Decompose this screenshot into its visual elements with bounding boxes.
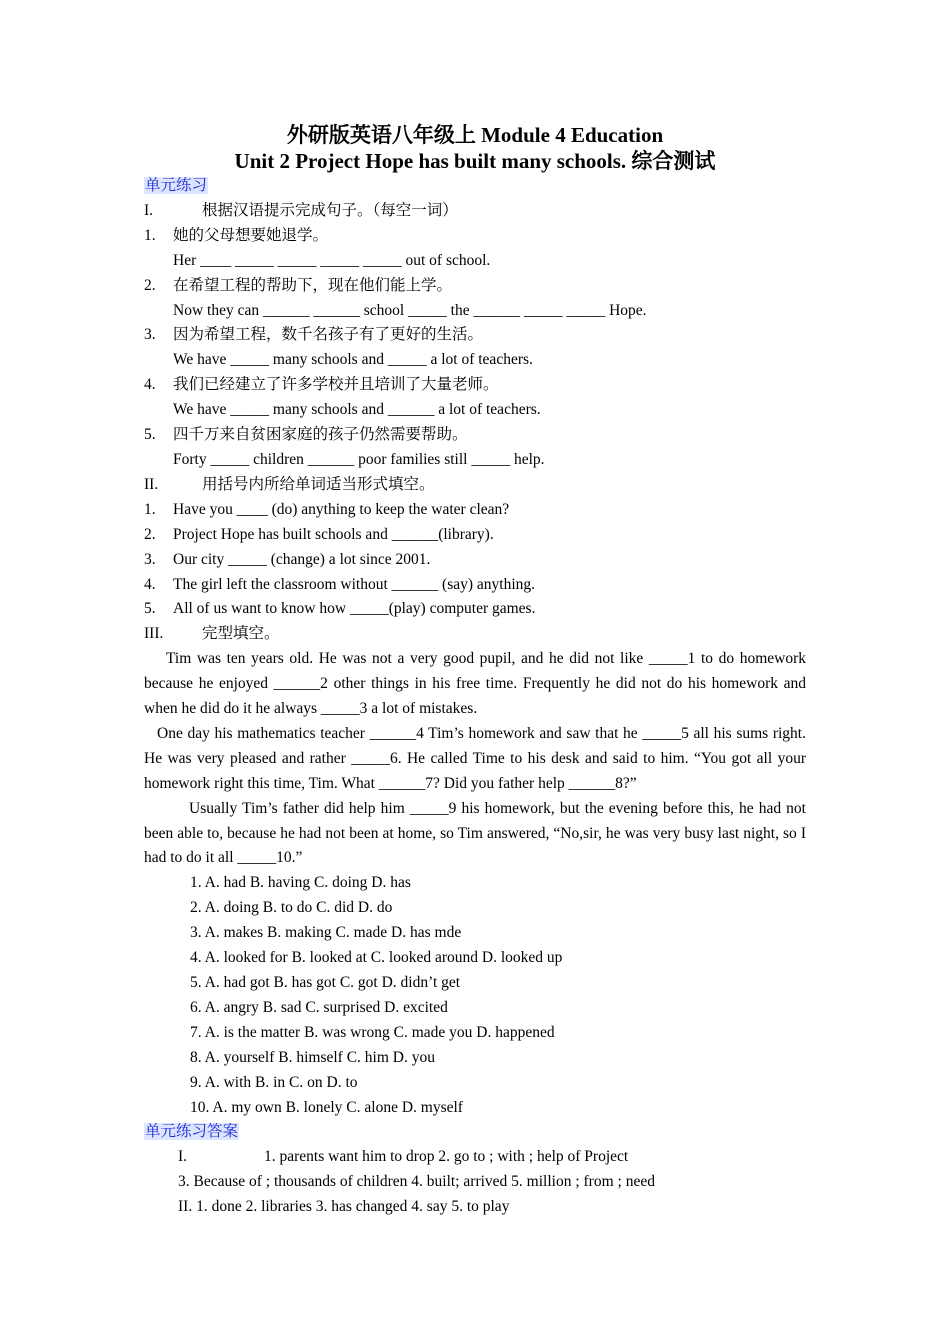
section-number: II. — [144, 475, 159, 493]
question-english: Her ____ _____ _____ _____ _____ out of school. — [173, 251, 491, 269]
question-item — [144, 423, 806, 448]
answer-line — [144, 1145, 806, 1170]
answer-label: 单元练习答案 — [145, 1123, 239, 1141]
question-chinese: 她的父母想要她退学。 — [173, 226, 329, 244]
question-chinese: 在希望工程的帮助下，现在他们能上学。 — [173, 276, 453, 294]
section-3-heading — [144, 622, 806, 647]
question-item — [144, 274, 806, 299]
answer-line: II. 1. done 2. libraries 3. has changed 4. say 5. to play — [178, 1198, 510, 1216]
question-text: Project Hope has built schools and ______(library). — [173, 525, 494, 543]
question-number: 5. — [144, 600, 156, 618]
question-english: We have _____ many schools and _____ a lot of teachers. — [173, 351, 533, 369]
answer-section-number: I. — [178, 1148, 188, 1166]
question-item — [144, 523, 806, 548]
document-page — [144, 122, 806, 1220]
question-text: Have you ____ (do) anything to keep the water clean? — [173, 500, 510, 518]
cloze-paragraph-3: Usually Tim’s father did help him _____9 his homework, but the evening before this, he had not been able to, because he had not been at home, so Tim answered, “No,sir, he was very busy last night, so I had to do it all _____10.” — [144, 799, 806, 867]
question-number: 2. — [144, 276, 156, 294]
answer-line: 3. Because of ; thousands of children 4. built; arrived 5. million ; from ; need — [178, 1173, 655, 1191]
cloze-option-row: 7. A. is the matter B. was wrong C. made you D. happened — [190, 1023, 555, 1041]
section-instruction: 用括号内所给单词适当形式填空。 — [202, 475, 435, 493]
cloze-option-row: 2. A. doing B. to do C. did D. do — [190, 899, 393, 917]
question-number: 3. — [144, 550, 156, 568]
cloze-option-row: 4. A. looked for B. looked at C. looked around D. looked up — [190, 949, 563, 967]
question-number: 4. — [144, 376, 156, 394]
cloze-option-row: 1. A. had B. having C. doing D. has — [190, 874, 411, 892]
cloze-paragraph-1: Tim was ten years old. He was not a very good pupil, and he did not like _____1 to do homework because he enjoyed ______2 other things in his free time. Frequently he did not do his homework and when he did do it he always _____3 a lot of mistakes. — [144, 650, 806, 718]
cloze-option-row: 9. A. with B. in C. on D. to — [190, 1073, 358, 1091]
question-chinese: 我们已经建立了许多学校并且培训了大量老师。 — [173, 376, 499, 394]
question-number: 2. — [144, 525, 156, 543]
question-number: 4. — [144, 575, 156, 593]
question-english: Forty _____ children ______ poor families still _____ help. — [173, 450, 545, 468]
question-item — [144, 323, 806, 348]
cloze-paragraph-2: One day his mathematics teacher ______4 Tim’s homework and saw that he _____5 all his sums right. He was very pleased and rather _____6. He called Time to his desk and said to him. “You got all your homework right this time, Tim. What ______7? Did you father help ______8?” — [144, 724, 806, 792]
question-number: 5. — [144, 426, 156, 444]
answer-label-row — [144, 1120, 806, 1145]
cloze-option-row: 10. A. my own B. lonely C. alone D. myself — [190, 1098, 463, 1116]
exercise-label: 单元练习 — [145, 177, 208, 194]
document-title-line2: Unit 2 Project Hope has built many schools. 综合测试 — [234, 149, 716, 173]
section-instruction: 完型填空。 — [202, 625, 280, 643]
question-number: 1. — [144, 226, 156, 244]
answer-text: 1. parents want him to drop 2. go to ; with ; help of Project — [264, 1148, 629, 1166]
section-2-heading — [144, 473, 806, 498]
question-text: The girl left the classroom without ______ (say) anything. — [173, 575, 536, 593]
section-number: I. — [144, 201, 154, 219]
section-1-heading — [144, 199, 806, 224]
question-chinese: 因为希望工程，数千名孩子有了更好的生活。 — [173, 326, 484, 344]
cloze-option-row: 6. A. angry B. sad C. surprised D. excited — [190, 998, 448, 1016]
question-number: 1. — [144, 500, 156, 518]
question-item — [144, 373, 806, 398]
cloze-option-row: 5. A. had got B. has got C. got D. didn’t get — [190, 974, 461, 991]
question-text: Our city _____ (change) a lot since 2001. — [173, 550, 431, 568]
question-item — [144, 224, 806, 249]
cloze-option-row: 3. A. makes B. making C. made D. has mde — [190, 924, 462, 942]
question-chinese: 四千万来自贫困家庭的孩子仍然需要帮助。 — [173, 426, 468, 444]
question-english: Now they can ______ ______ school _____ the ______ _____ _____ Hope. — [173, 301, 647, 319]
exercise-label-row — [144, 174, 806, 199]
question-item — [144, 548, 806, 573]
section-number: III. — [144, 625, 164, 643]
question-item — [144, 597, 806, 622]
question-item — [144, 498, 806, 523]
question-text: All of us want to know how _____(play) computer games. — [173, 600, 536, 618]
cloze-option-row: 8. A. yourself B. himself C. him D. you — [190, 1048, 435, 1066]
question-english: We have _____ many schools and ______ a lot of teachers. — [173, 401, 541, 419]
question-item — [144, 573, 806, 598]
document-title-line1: 外研版英语八年级上 Module 4 Education — [286, 123, 664, 147]
question-number: 3. — [144, 326, 156, 344]
section-instruction: 根据汉语提示完成句子。（每空一词） — [202, 201, 458, 219]
